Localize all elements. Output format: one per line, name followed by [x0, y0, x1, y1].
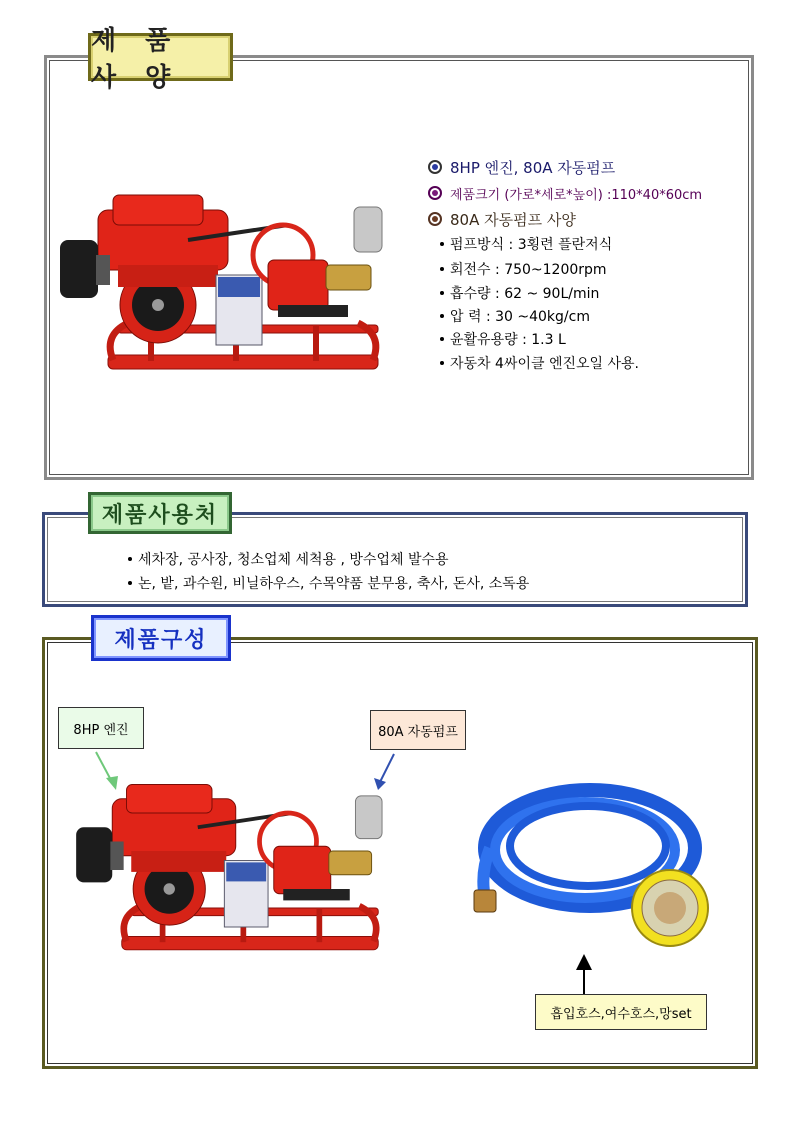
- usage-text: 세차장, 공사장, 청소업체 세척용 , 방수업체 발수용: [138, 552, 449, 568]
- spec-line-size: [428, 184, 702, 203]
- hose-arrow-icon: [574, 952, 594, 996]
- pump-spec-item: [440, 234, 612, 254]
- usage-item: [128, 549, 449, 569]
- spec-line-text: 80A 자동펌프 사양: [450, 211, 576, 229]
- spec-line-text: 8HP 엔진, 80A 자동펌프: [450, 159, 616, 177]
- usage-item: [128, 573, 529, 593]
- pump-spec-item: [440, 283, 599, 303]
- pump-spec-item: [440, 259, 607, 279]
- pump-spec-item: [440, 329, 566, 349]
- bullet-icon: [128, 557, 132, 561]
- bullet-icon: [440, 242, 444, 246]
- hose-set-label: 흡입호스,여수호스,망set: [535, 994, 707, 1030]
- pump-spec-item: [440, 306, 590, 326]
- radio-bullet-icon: [428, 212, 442, 226]
- pump-spec-text: 압 력 : 30 ~40kg/cm: [450, 309, 590, 325]
- pump-spec-text: 회전수 : 750~1200rpm: [450, 262, 607, 278]
- pump-spec-text: 펌프방식 : 3횡련 플란저식: [450, 237, 613, 253]
- spec-section-title: 제 품 사 양: [88, 33, 233, 81]
- engine-pump-image: [58, 185, 388, 385]
- bullet-icon: [440, 291, 444, 295]
- pump-spec-text: 흡수량 : 62 ~ 90L/min: [450, 286, 600, 302]
- bullet-icon: [440, 267, 444, 271]
- components-section-title: 제품구성: [91, 615, 231, 661]
- radio-bullet-icon: [428, 186, 442, 200]
- bullet-icon: [440, 314, 444, 318]
- spec-line-text: 제품크기 (가로*세로*높이) :110*40*60cm: [450, 188, 703, 203]
- pump-spec-item: [440, 353, 639, 373]
- engine-label: 8HP 엔진: [58, 707, 144, 749]
- engine-pump-image: [66, 775, 396, 965]
- pump-spec-text: 자동차 4싸이클 엔진오일 사용.: [450, 356, 639, 372]
- pump-label: 80A 자동펌프: [370, 710, 466, 750]
- usage-section-title: 제품사용처: [88, 492, 232, 534]
- spec-line-engine-pump: [428, 157, 615, 178]
- spec-line-pump: [428, 209, 576, 230]
- radio-bullet-icon: [428, 160, 442, 174]
- hose-set-image: [470, 778, 715, 953]
- usage-text: 논, 밭, 과수원, 비닐하우스, 수목약품 분무용, 축사, 돈사, 소독용: [138, 576, 530, 592]
- bullet-icon: [440, 361, 444, 365]
- bullet-icon: [128, 581, 132, 585]
- bullet-icon: [440, 337, 444, 341]
- pump-spec-text: 윤활유용량 : 1.3 L: [450, 332, 566, 348]
